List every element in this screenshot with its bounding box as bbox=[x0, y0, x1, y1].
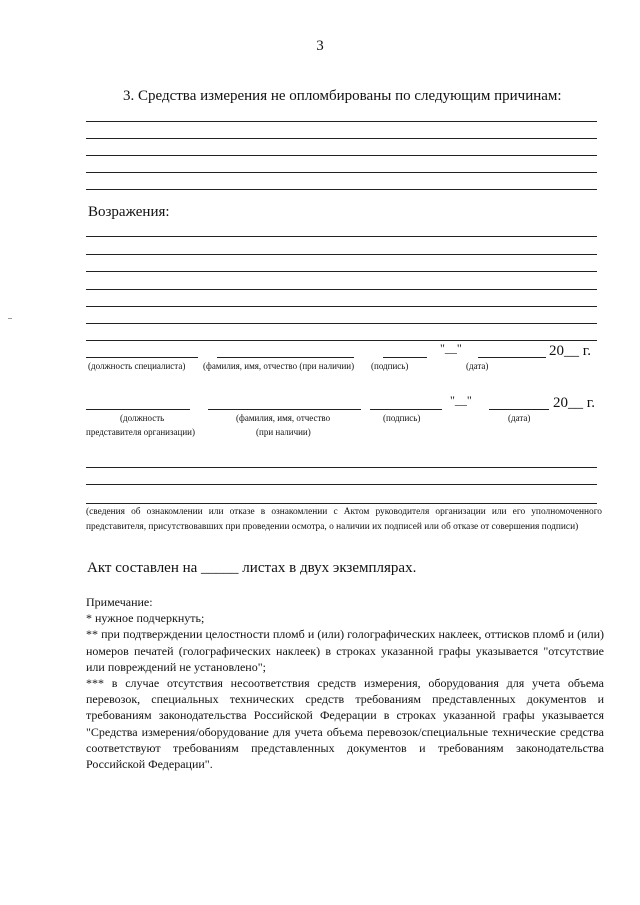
rep-position-caption: представителя организации) bbox=[86, 427, 195, 437]
rep-name-caption: (фамилия, имя, отчество bbox=[236, 413, 331, 423]
notes-title: Примечание: bbox=[86, 595, 153, 609]
rep-position-caption: (должность bbox=[120, 413, 165, 423]
specialist-name-field[interactable] bbox=[217, 357, 354, 358]
rep-position-field[interactable] bbox=[86, 409, 190, 410]
margin-mark bbox=[8, 318, 12, 319]
acknowledgement-line[interactable] bbox=[86, 467, 597, 468]
section3-title: 3. Средства измерения не опломбированы по следующим причинам: bbox=[123, 88, 562, 104]
notes-block bbox=[86, 594, 604, 772]
rep-name-caption: (при наличии) bbox=[256, 427, 311, 437]
section3-line[interactable] bbox=[86, 121, 597, 122]
section3-line[interactable] bbox=[86, 138, 597, 139]
specialist-position-field[interactable] bbox=[86, 357, 198, 358]
rep-date-caption: (дата) bbox=[508, 413, 531, 423]
specialist-signature-field[interactable] bbox=[383, 357, 427, 358]
specialist-signature-caption: (подпись) bbox=[371, 361, 409, 371]
specialist-year: 20__ г. bbox=[549, 343, 591, 359]
objections-line[interactable] bbox=[86, 323, 597, 324]
note-2: ** при подтверждении целостности пломб и (или) голографических наклеек, оттисков пломб и (или) номеров печатей (голографических наклеек) в строках указанной графы указывается "отсутствие или повреждений не установлено"; bbox=[86, 627, 604, 674]
note-1: * нужное подчеркнуть; bbox=[86, 611, 205, 626]
objections-line[interactable] bbox=[86, 289, 597, 290]
rep-year: 20__ г. bbox=[553, 395, 595, 411]
section3-line[interactable] bbox=[86, 155, 597, 156]
objections-line[interactable] bbox=[86, 254, 597, 255]
specialist-date-quotes: "__" bbox=[440, 341, 462, 355]
note-3: *** в случае отсутствия несоответствия средств измерения, оборудования для учета объема перевозок, специальных технических средств требованиям представленных документов и требованиям законодательства Российской Федерации в строках указанной графы указывается "Средства измерения/оборудование для учета объема перевозок/специальные технические средства соответствуют требованиям представленных документов и требованиям законодательства Российской Федерации". bbox=[86, 676, 604, 772]
section3-line[interactable] bbox=[86, 189, 597, 190]
section3-line[interactable] bbox=[86, 172, 597, 173]
acknowledgement-caption: (сведения об ознакомлении или отказе в ознакомлении с Актом руководителя организации или его уполномоченного представителя, присутствовавших при проведении осмотра, о наличии их подписей или об отказе от совершения подписи) bbox=[86, 507, 602, 532]
specialist-date-field[interactable] bbox=[478, 357, 546, 358]
objections-line[interactable] bbox=[86, 271, 597, 272]
objections-line[interactable] bbox=[86, 340, 597, 341]
specialist-name-caption: (фамилия, имя, отчество (при наличии) bbox=[203, 361, 355, 371]
rep-signature-field[interactable] bbox=[370, 409, 442, 410]
acknowledgement-line[interactable] bbox=[86, 503, 597, 504]
rep-date-field[interactable] bbox=[489, 409, 549, 410]
page-number: 3 bbox=[316, 38, 324, 54]
specialist-position-caption: (должность специалиста) bbox=[88, 361, 186, 371]
objections-label: Возражения: bbox=[88, 204, 170, 220]
rep-date-quotes: "__" bbox=[450, 393, 472, 407]
objections-line[interactable] bbox=[86, 306, 597, 307]
acknowledgement-line[interactable] bbox=[86, 484, 597, 485]
specialist-date-caption: (дата) bbox=[466, 361, 489, 371]
objections-line[interactable] bbox=[86, 236, 597, 237]
rep-name-field[interactable] bbox=[208, 409, 361, 410]
rep-signature-caption: (подпись) bbox=[383, 413, 421, 423]
act-statement: Акт составлен на _____ листах в двух экземплярах. bbox=[87, 560, 417, 576]
